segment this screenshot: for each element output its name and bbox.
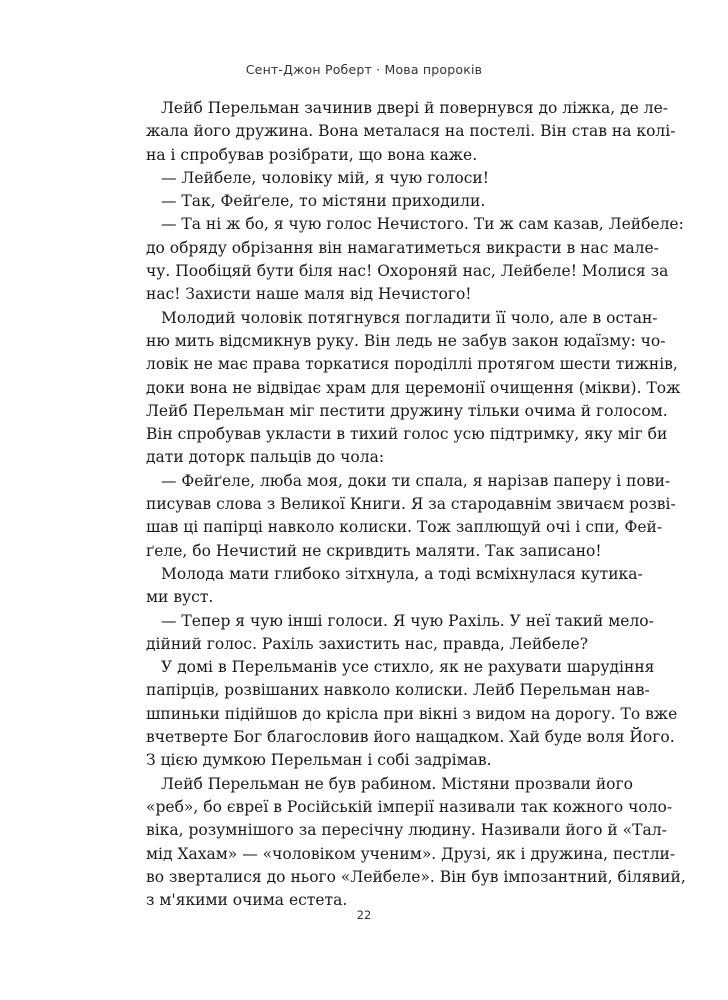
text-line: У домі в Перельманів усе стихло, як не рахувати шарудіння: [161, 658, 655, 677]
text-line: Лейб Перельман міг пестити дружину тільки очима й голосом.: [146, 401, 668, 420]
text-line: ню мить відсмикнув руку. Він ледь не забув закон юдаїзму: чо-: [146, 331, 666, 350]
text-line: на і спробував розібрати, що вона каже.: [146, 145, 478, 164]
text-line: — Так, Фейґеле, то містяни приходили.: [161, 192, 486, 211]
text-line: дати доторк пальців до чола:: [146, 448, 385, 467]
text-line: мід Хахам» — «чоловіком ученим». Друзі, як і дружина, пестли-: [146, 844, 676, 863]
text-line: Молода мати глибоко зітхнула, а тоді всміхнулася кутика-: [161, 564, 643, 583]
text-line: ми вуст.: [146, 588, 214, 607]
text-line: нас! Захисти наше маля від Нечистого!: [146, 285, 472, 304]
text-line: — Лейбеле, чоловіку мій, я чую голоси!: [161, 168, 489, 187]
text-line: во зверталися до нього «Лейбеле». Він був імпозантний, білявий,: [146, 867, 686, 886]
text-line: ловік не має права торкатися породіллі протягом шести тижнів,: [146, 355, 678, 374]
text-line: папірців, розвішаних навколо колиски. Лейб Перельман нав-: [146, 681, 650, 700]
text-line: — Фейґеле, люба моя, доки ти спала, я нарізав паперу і пови-: [161, 471, 671, 490]
text-line: ґеле, бо Нечистий не скривдить маляти. Так записано!: [146, 541, 602, 560]
text-line: чу. Пообіцяй бути біля нас! Охороняй нас, Лейбеле! Молися за: [146, 262, 669, 281]
text-line: шав ці папірці навколо колиски. Тож заплющуй очі і спи, Фей-: [146, 518, 663, 537]
page-number: 22: [356, 908, 372, 922]
body-text: [146, 97, 686, 912]
text-line: Лейб Перельман зачинив двері й повернувся до ліжка, де ле-: [161, 99, 669, 117]
text-line: — Тепер я чую інші голоси. Я чую Рахіль. У неї такий мело-: [161, 611, 654, 630]
text-line: Він спробував укласти в тихий голос усю підтримку, яку міг би: [146, 425, 668, 444]
text-line: Молодий чоловік потягнувся погладити її чоло, але в остан-: [161, 308, 658, 327]
text-line: — Та ні ж бо, я чую голос Нечистого. Ти ж сам казав, Лейбеле:: [161, 215, 684, 234]
text-line: З цією думкою Перельман і собі задрімав.: [146, 751, 492, 770]
text-line: писував слова з Великої Книги. Я за стародавнім звичаєм розві-: [146, 495, 676, 514]
running-header: Сент-Джон Роберт · Мова пророків: [245, 62, 483, 77]
text-line: жала його дружина. Вона металася на постелі. Він став на колі-: [146, 122, 676, 141]
text-line: доки вона не відвідає храм для церемонії очищення (мікви). Тож: [146, 378, 681, 397]
text-line: з м'якими очима естета.: [146, 891, 348, 910]
text-line: «реб», бо євреї в Російській імперії називали так кожного чоло-: [146, 797, 673, 816]
text-line: шпиньки підійшов до крісла при вікні з видом на дорогу. То вже: [146, 704, 678, 723]
text-line: вчетверте Бог благословив його нащадком. Хай буде воля Його.: [146, 728, 675, 747]
text-line: віка, розумнішого за пересічну людину. Називали його й «Тал-: [146, 821, 667, 840]
text-line: Лейб Перельман не був рабином. Містяни прозвали його: [161, 774, 633, 793]
text-line: до обряду обрізання він намагатиметься викрасти в нас мале-: [146, 238, 659, 257]
text-line: дійний голос. Рахіль захистить нас, правда, Лейбеле?: [146, 634, 589, 653]
